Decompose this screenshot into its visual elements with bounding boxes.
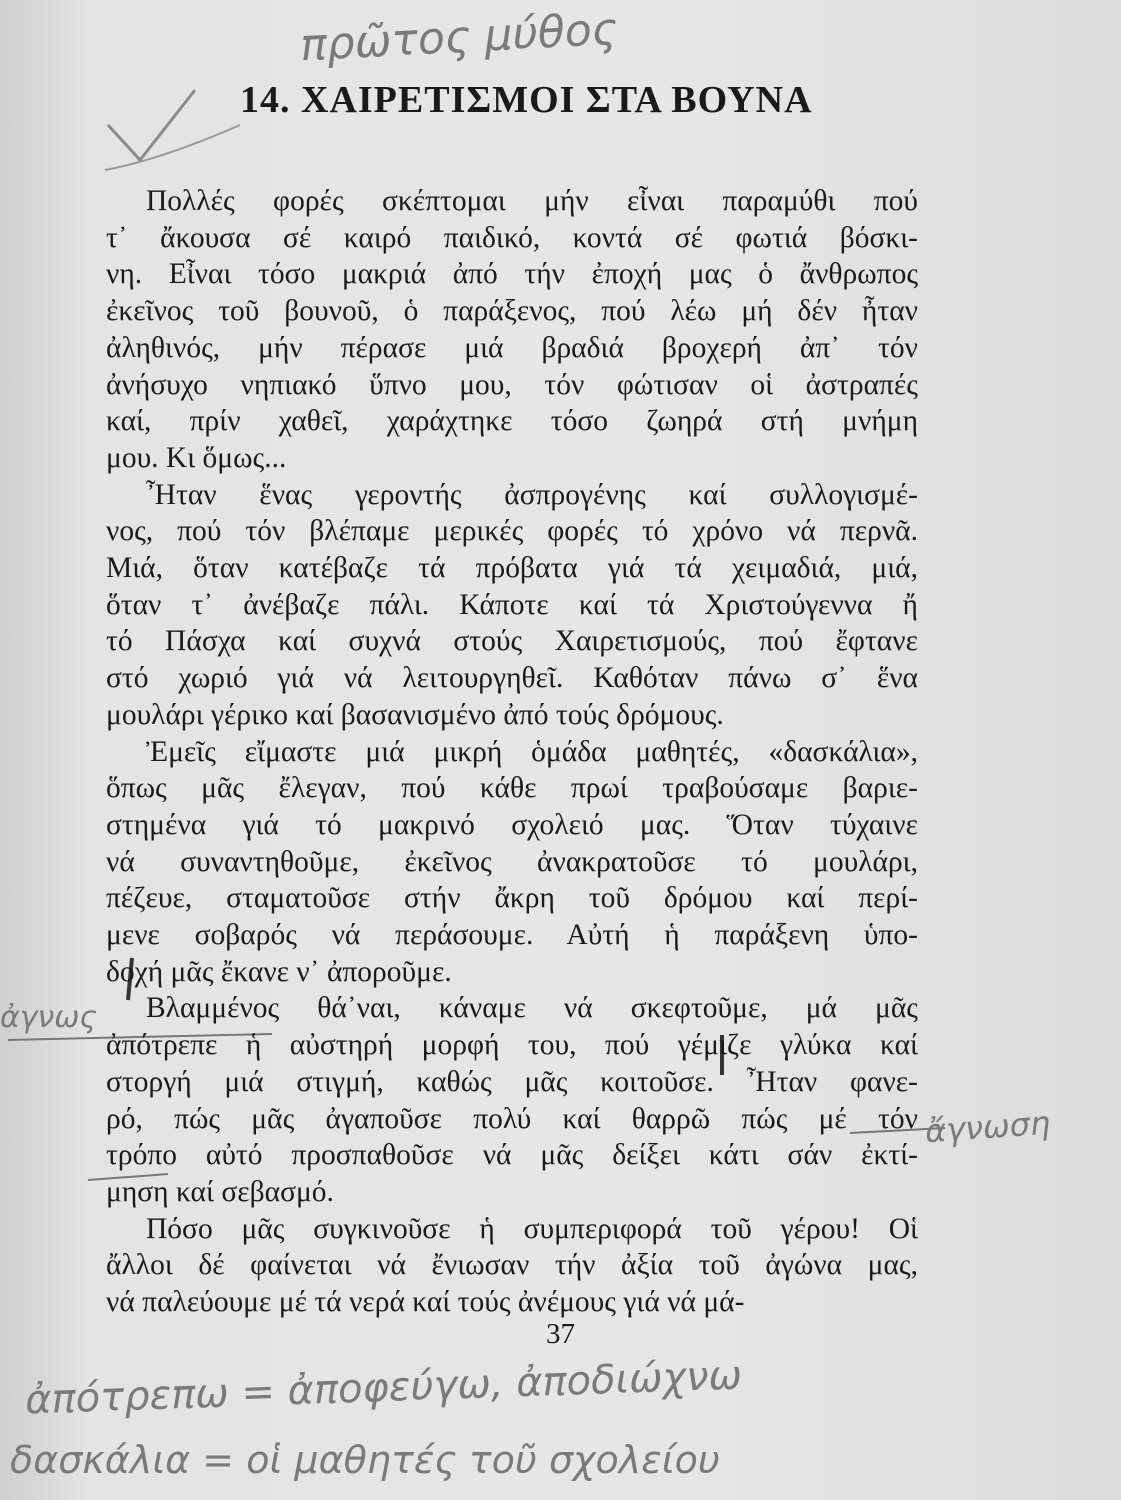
text-line: μενε σοβαρός νά περάσουμε. Αὐτή ἡ παράξενη ὑπο- [106,919,918,952]
text-line: ὅπως μᾶς ἔλεγαν, πού κάθε πρωί τραβούσαμε βαριε- [106,772,918,805]
check-underline [105,125,240,170]
text-line: ρό, πώς μᾶς ἀγαποῦσε πολύ καί θαρρῶ πώς μέ τόν [106,1102,918,1135]
text-line: στοργή μιά στιγμή, καθώς μᾶς κοιτοῦσε. Ἦταν φανε- [106,1065,918,1098]
paragraph [106,477,918,734]
chapter-title: 14. ΧΑΙΡΕΤΙΣΜΟΙ ΣΤΑ ΒΟΥΝΑ [240,79,813,121]
text-line: νη. Εἶναι τόσο μακριά ἀπό τήν ἐποχή μας ὁ ἄνθρωπος [106,258,918,291]
text-line: ἀπότρεπε ἡ αὐστηρή μορφή του, πού γέμιζε γλύκα καί [106,1029,918,1062]
text-line: μηση καί σεβασμό. [106,1175,334,1208]
paragraph [106,734,918,991]
paragraph [106,1211,918,1321]
paragraph [106,183,918,477]
text-line: Βλαμμένος θά᾽ναι, κάναμε νά σκεφτοῦμε, μά μᾶς [146,992,918,1025]
text-line: ὅταν τ᾽ ἀνέβαζε πάλι. Κάποτε καί τά Χριστούγεννα ἤ [106,588,918,621]
text-line: μου. Κι ὅμως... [106,441,287,474]
text-line: μουλάρι γέρικο καί βασανισμένο ἀπό τούς δρόμους. [106,698,724,731]
text-line: ἀληθινός, μήν πέρασε μιά βραδιά βροχερή ἀπ᾽ τόν [106,331,918,364]
handwritten-note-bottom-1: ἀπότρεπω = ἀποφεύγω, ἀποδιώχνω [24,1352,743,1424]
handwritten-note-right-margin: ἄγνωση [923,1103,1052,1151]
text-line: νά συναντηθοῦμε, ἐκεῖνος ἀνακρατοῦσε τό μουλάρι, [106,845,918,878]
checkmark [108,90,195,160]
text-line: τό Πάσχα καί συχνά στούς Χαιρετισμούς, πού ἔφτανε [106,625,918,658]
text-line: νος, πού τόν βλέπαμε μερικές φορές τό χρόνο νά περνᾶ. [106,515,918,548]
page-number: 37 [546,1318,575,1350]
text-line: τρόπο αὐτό προσπαθοῦσε νά μᾶς δείξει κάτι σάν ἐκτί- [106,1139,918,1172]
text-line: στό χωριό γιά νά λειτουργηθεῖ. Καθόταν πάνω σ᾽ ἕνα [106,662,918,695]
text-line: καί, πρίν χαθεῖ, χαράχτηκε τόσο ζωηρά στή μνήμη [106,405,918,438]
text-line: Πόσο μᾶς συγκινοῦσε ἡ συμπεριφορά τοῦ γέρου! Οἱ [146,1212,918,1245]
text-line: δοχή μᾶς ἔκανε ν᾽ ἀποροῦμε. [106,955,452,988]
text-line: πέζευε, σταματοῦσε στήν ἄκρη τοῦ δρόμου καί περί- [106,882,918,915]
paragraph [106,990,918,1210]
chapter-body [106,183,918,1321]
text-line: Ἦταν ἕνας γεροντής ἀσπρογένης καί συλλογισμέ- [146,478,918,511]
handwritten-note-left-margin: ἀγνως [0,1000,98,1035]
text-line: τ᾽ ἄκουσα σέ καιρό παιδικό, κοντά σέ φωτιά βόσκι- [106,221,918,254]
text-line: ἐκεῖνος τοῦ βουνοῦ, ὁ παράξενος, πού λέω μή δέν ἦταν [106,295,918,328]
text-line: Ἐμεῖς εἴμαστε μιά μικρή ὁμάδα μαθητές, «δασκάλια», [146,735,918,768]
text-line: στημένα γιά τό μακρινό σχολειό μας. Ὅταν τύχαινε [106,808,918,841]
text-line: Πολλές φορές σκέπτομαι μήν εἶναι παραμύθι πού [146,185,918,217]
handwritten-note-bottom-2: δασκάλια = οἱ μαθητές τοῦ σχολείου [10,1438,720,1482]
text-line: νά παλεύουμε μέ τά νερά καί τούς ἀνέμους γιά νά μά- [106,1286,745,1319]
text-line: Μιά, ὅταν κατέβαζε τά πρόβατα γιά τά χειμαδιά, μιά, [106,552,918,585]
text-line: ἄλλοι δέ φαίνεται νά ἔνιωσαν τήν ἀξία τοῦ ἀγώνα μας, [106,1249,918,1282]
handwritten-note-top: πρῶτος μύθος [298,3,619,72]
text-line: ἀνήσυχο νηπιακό ὕπνο μου, τόν φώτισαν οἱ ἀστραπές [106,368,918,401]
